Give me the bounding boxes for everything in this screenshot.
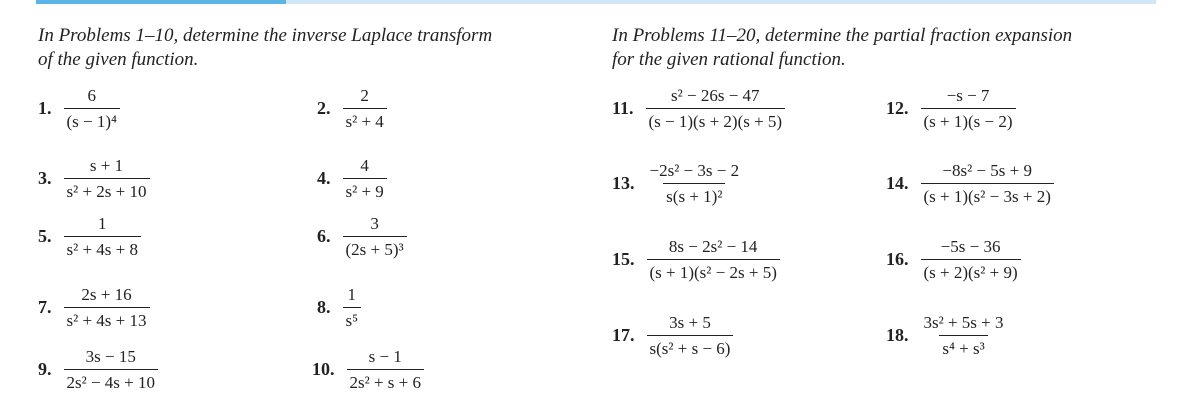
numerator: s + 1 xyxy=(89,156,124,175)
numerator: −2s² − 3s − 2 xyxy=(649,161,740,180)
fraction xyxy=(343,213,407,260)
problem-number: 9. xyxy=(38,359,52,379)
denominator: (s − 1)(s + 2)(s + 5) xyxy=(646,108,786,132)
denominator: (s + 1)(s − 2) xyxy=(921,108,1016,132)
problem-number: 12. xyxy=(886,98,909,118)
problem-number: 6. xyxy=(317,226,331,246)
denominator: s² + 4s + 8 xyxy=(64,236,142,260)
problem-9 xyxy=(38,346,158,393)
problem-4 xyxy=(317,155,387,202)
numerator: −8s² − 5s + 9 xyxy=(942,161,1032,180)
problem-number: 8. xyxy=(317,297,331,317)
problem-number: 2. xyxy=(317,98,331,118)
problem-number: 7. xyxy=(38,297,52,317)
denominator: 2s² − 4s + 10 xyxy=(64,369,159,393)
numerator: 3s + 5 xyxy=(669,313,711,332)
problem-15 xyxy=(612,236,780,283)
numerator: −5s − 36 xyxy=(940,237,1001,256)
numerator: 1 xyxy=(347,285,357,304)
problem-number: 15. xyxy=(612,249,635,269)
fraction xyxy=(647,160,743,207)
problem-number: 1. xyxy=(38,98,52,118)
denominator: (s + 1)(s² − 2s + 5) xyxy=(647,259,780,283)
problem-1 xyxy=(38,85,120,132)
intro-right xyxy=(612,24,1072,72)
numerator: 2 xyxy=(360,86,369,105)
fraction xyxy=(64,155,150,202)
fraction xyxy=(921,85,1016,132)
fraction xyxy=(343,284,362,331)
problem-number: 13. xyxy=(612,173,635,193)
numerator: 6 xyxy=(87,86,96,105)
fraction xyxy=(921,312,1007,359)
problem-13 xyxy=(612,160,742,207)
intro-right-line2: for the given rational function. xyxy=(612,49,846,70)
denominator: s(s² + s − 6) xyxy=(647,335,734,359)
intro-right-line1: In Problems 11–20, determine the partial fraction expansion xyxy=(612,25,1073,46)
problem-number: 3. xyxy=(38,168,52,188)
fraction xyxy=(647,312,734,359)
problem-number: 5. xyxy=(38,226,52,246)
fraction xyxy=(921,236,1021,283)
denominator: s⁵ xyxy=(343,307,362,331)
problem-number: 17. xyxy=(612,325,635,345)
fraction xyxy=(921,160,1054,207)
intro-left-line1: In Problems 1–10, determine the inverse Laplace transform xyxy=(38,25,493,46)
numerator: 8s − 2s² − 14 xyxy=(668,237,758,256)
problem-11 xyxy=(612,85,785,132)
fraction xyxy=(64,85,120,132)
top-rule xyxy=(36,0,1156,4)
numerator: 1 xyxy=(98,214,107,233)
intro-left xyxy=(38,24,492,72)
denominator: s(s + 1)² xyxy=(663,183,725,207)
problem-17 xyxy=(612,312,733,359)
denominator: s² + 4 xyxy=(343,108,387,132)
problem-number: 14. xyxy=(886,173,909,193)
top-rule-accent xyxy=(36,0,286,4)
denominator: s² + 2s + 10 xyxy=(64,178,150,202)
fraction xyxy=(64,284,150,331)
problem-number: 10. xyxy=(312,359,335,379)
fraction xyxy=(347,346,425,393)
denominator: (s − 1)⁴ xyxy=(64,108,120,132)
problem-number: 4. xyxy=(317,168,331,188)
fraction xyxy=(646,85,786,132)
problem-2 xyxy=(317,85,387,132)
problem-3 xyxy=(38,155,150,202)
fraction xyxy=(647,236,780,283)
numerator: 3s − 15 xyxy=(85,347,136,366)
problem-number: 11. xyxy=(612,98,634,118)
problem-18 xyxy=(886,312,1007,359)
problem-number: 18. xyxy=(886,325,909,345)
numerator: −s − 7 xyxy=(946,86,990,105)
numerator: s² − 26s − 47 xyxy=(671,86,760,105)
numerator: 2s + 16 xyxy=(81,285,132,304)
problem-number: 16. xyxy=(886,249,909,269)
fraction xyxy=(343,155,387,202)
problem-5 xyxy=(38,213,141,260)
denominator: 2s² + s + 6 xyxy=(347,369,425,393)
denominator: (s + 2)(s² + 9) xyxy=(921,259,1021,283)
denominator: s⁴ + s³ xyxy=(939,335,987,359)
problem-6 xyxy=(317,213,407,260)
numerator: 4 xyxy=(360,156,369,175)
fraction xyxy=(343,85,387,132)
problem-12 xyxy=(886,85,1016,132)
numerator: 3 xyxy=(370,214,379,233)
denominator: (s + 1)(s² − 3s + 2) xyxy=(921,183,1054,207)
intro-left-line2: of the given function. xyxy=(38,49,199,70)
problem-8 xyxy=(317,284,361,331)
numerator: 3s² + 5s + 3 xyxy=(923,313,1004,332)
problem-16 xyxy=(886,236,1021,283)
problem-10 xyxy=(312,346,424,393)
numerator: s − 1 xyxy=(368,347,402,366)
denominator: s² + 9 xyxy=(343,178,387,202)
fraction xyxy=(64,346,159,393)
denominator: s² + 4s + 13 xyxy=(64,307,150,331)
fraction xyxy=(64,213,142,260)
problem-7 xyxy=(38,284,150,331)
problem-14 xyxy=(886,160,1054,207)
denominator: (2s + 5)³ xyxy=(343,236,407,260)
